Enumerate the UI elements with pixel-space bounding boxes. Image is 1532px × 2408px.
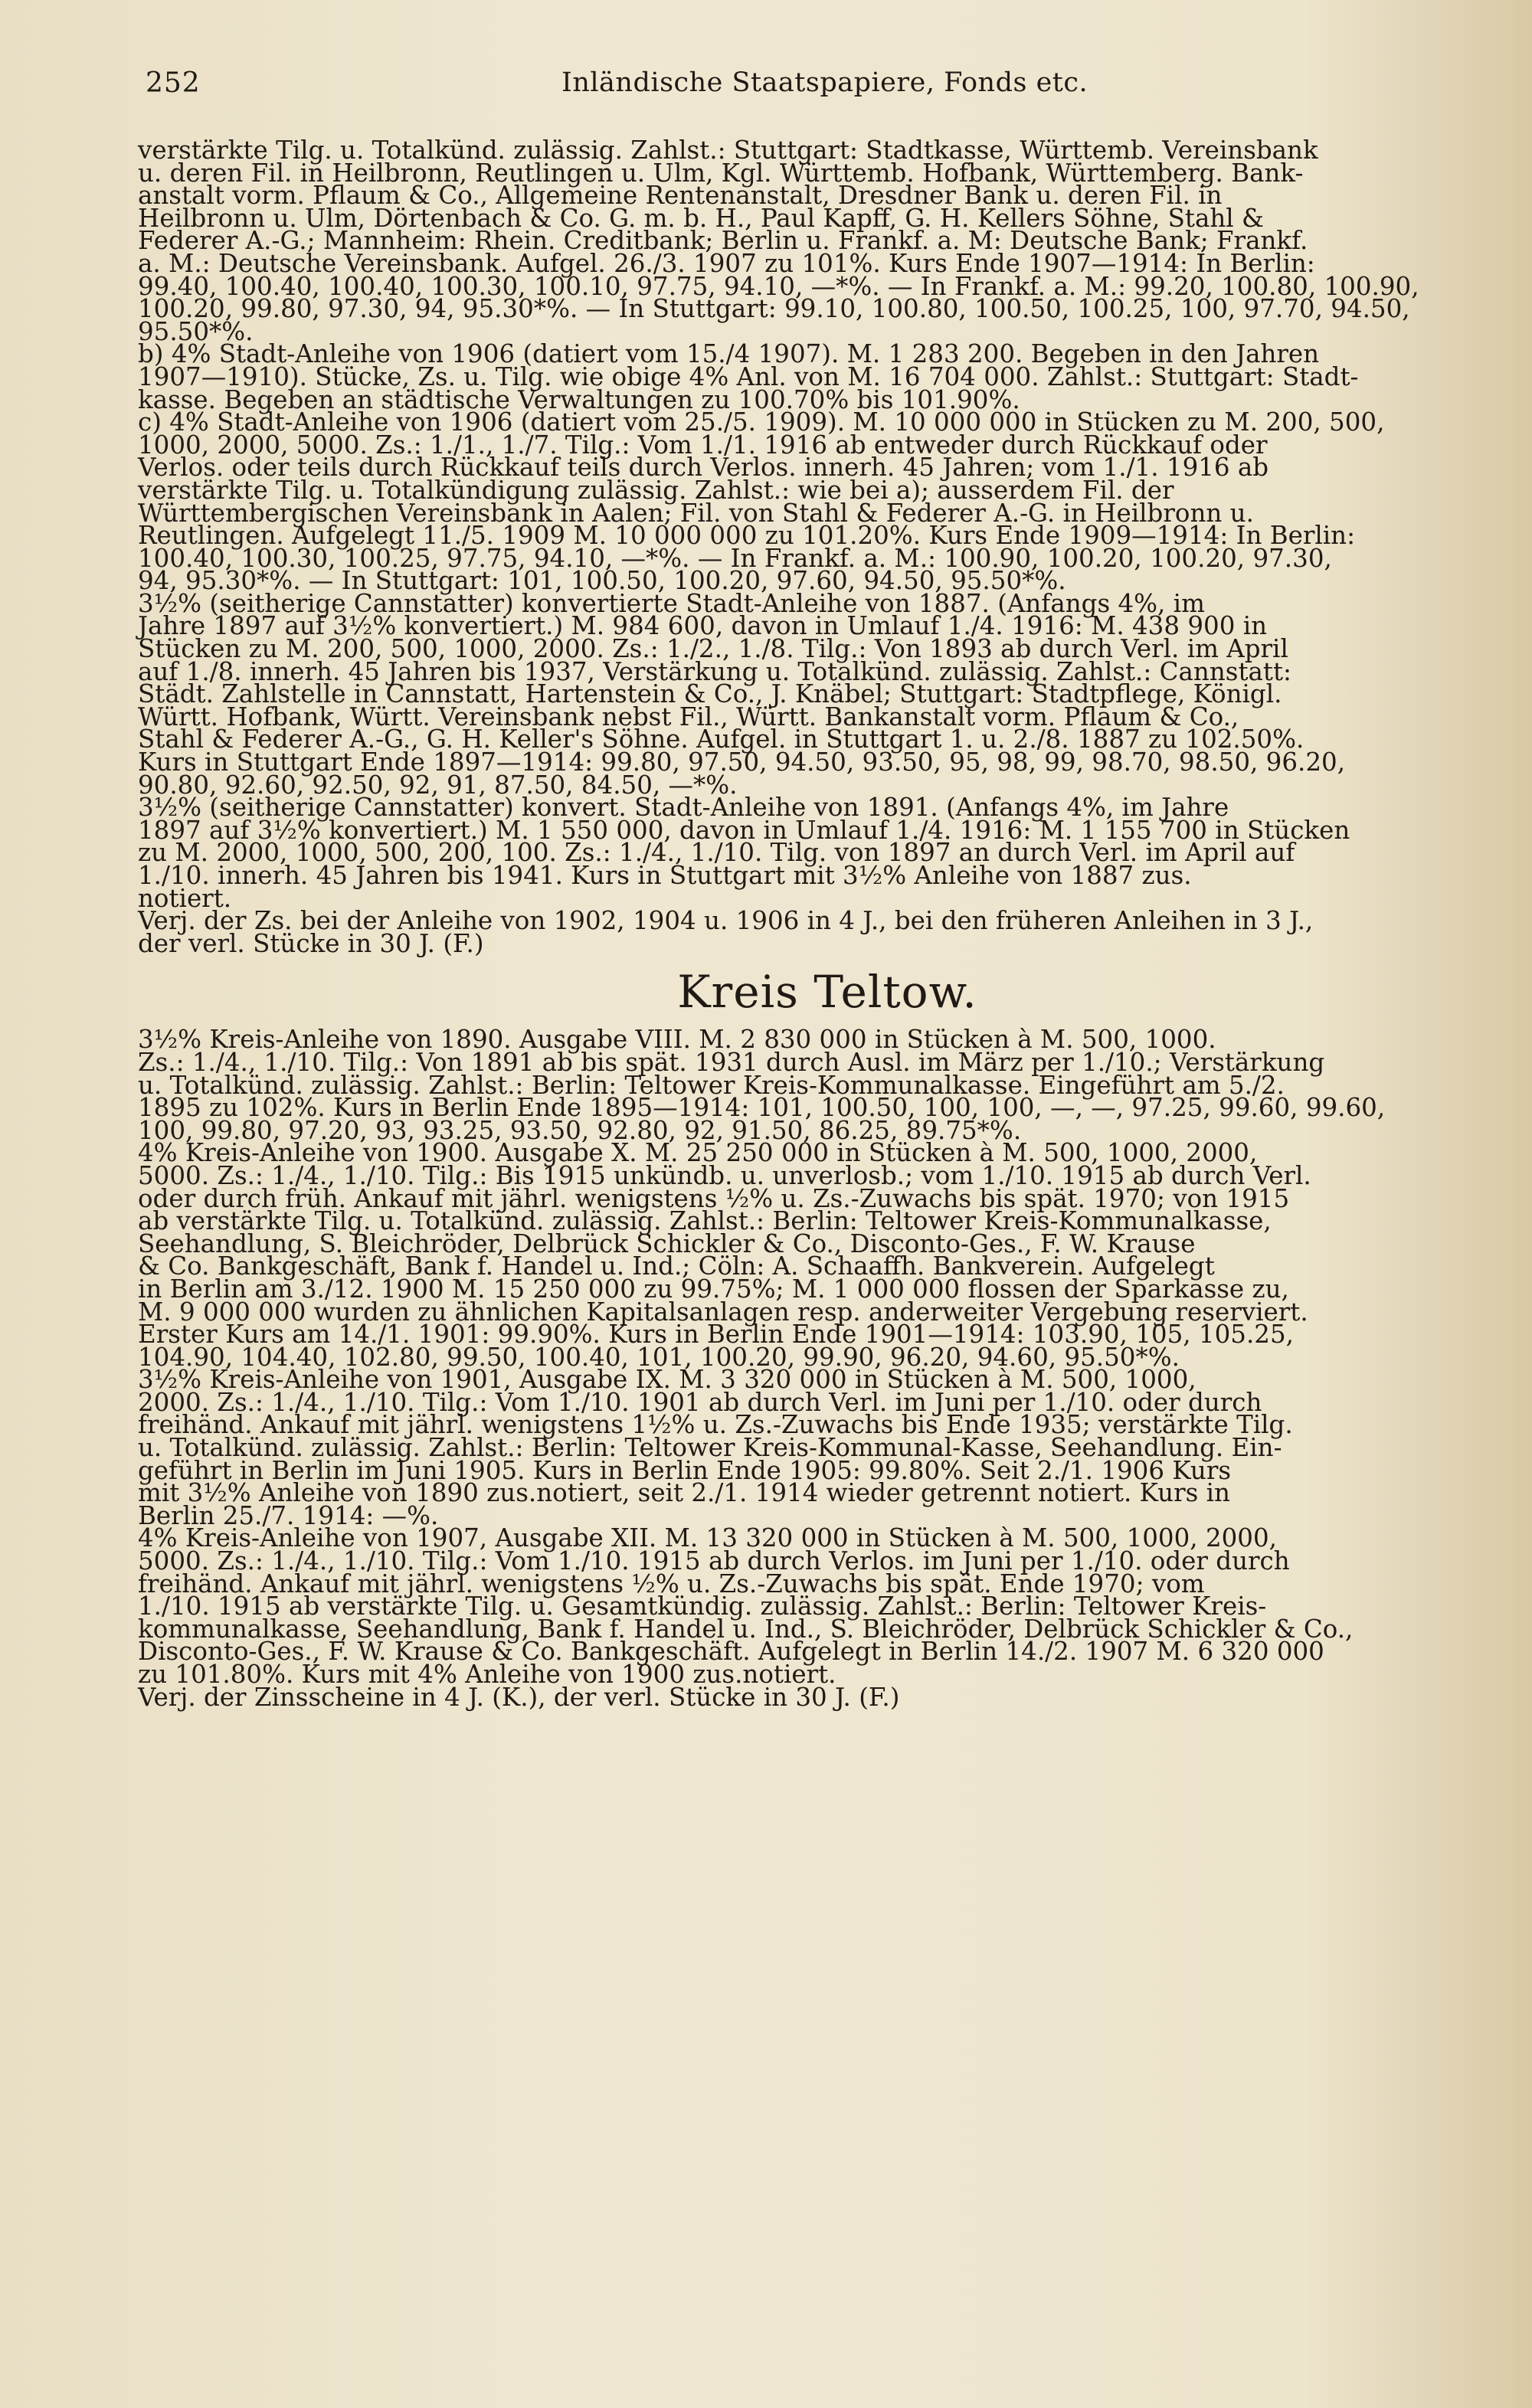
text-line: in Berlin am 3./12. 1900 M. 15 250 000 zu 99.75%; M. 1 000 000 flossen der Sparkasse zu, [138,1274,1289,1304]
text-line: kommunalkasse, Seehandlung, Bank f. Handel u. Ind., S. Bleichröder, Delbrück Schickler & Co., [138,1614,1354,1644]
text-line: & Co. Bankgeschäft, Bank f. Handel u. Ind.; Cöln: A. Schaaffh. Bankverein. Aufgelegt [138,1251,1215,1281]
running-head-title: Inländische Staatspapiere, Fonds etc. [561,67,1088,98]
text-line: mit 3½% Anleihe von 1890 zus.notiert, seit 2./1. 1914 wieder getrennt notiert. Kurs in [138,1478,1230,1508]
text-line: 4% Kreis-Anleihe von 1900. Ausgabe X. M. 25 250 000 in Stücken à M. 500, 1000, 2000, [138,1138,1258,1168]
text-line: notiert. [138,883,232,913]
text-line: b) 4% Stadt-Anleihe von 1906 (datiert vom 15./4 1907). M. 1 283 200. Begeben in den Jahren [138,339,1320,369]
text-line: Verlos. oder teils durch Rückkauf teils durch Verlos. innerh. 45 Jahren; vom 1./1. 1916 ab [138,453,1269,483]
text-line: 2000. Zs.: 1./4., 1./10. Tilg.: Vom 1./10. 1901 ab durch Verl. im Juni per 1./10. oder durch [138,1387,1262,1417]
text-line: 1./10. innerh. 45 Jahren bis 1941. Kurs in Stuttgart mit 3½% Anleihe von 1887 zus. [138,861,1192,890]
text-line: zu 101.80%. Kurs mit 4% Anleihe von 1900 zus.notiert. [138,1660,836,1689]
text-line: verstärkte Tilg. u. Totalkünd. zulässig. Zahlst.: Stuttgart: Stadtkasse, Württemb. Vereinsbank [138,136,1318,165]
running-head [146,67,1486,98]
text-line: Jahre 1897 auf 3½% konvertiert.) M. 984 600, davon in Umlauf 1./4. 1916: M. 438 900 in [138,611,1268,641]
text-line: 1897 auf 3½% konvertiert.) M. 1 550 000, davon in Umlauf 1./4. 1916: M. 1 155 700 in Stücken [138,815,1350,845]
text-line: anstalt vorm. Pflaum & Co., Allgemeine Rentenanstalt, Dresdner Bank u. deren Fil. in [138,181,1223,211]
kreis-teltow-bonds-section [138,1025,1517,1712]
text-line: 90.80, 92.60, 92.50, 92, 91, 87.50, 84.50, —*%. [138,770,738,800]
text-line: geführt in Berlin im Juni 1905. Kurs in Berlin Ende 1905: 99.80%. Seit 2./1. 1906 Kurs [138,1455,1232,1485]
text-line: 100.40, 100.30, 100.25, 97.75, 94.10, —*%. — In Frankf. a. M.: 100.90, 100.20, 100.20, 97.30, [138,543,1332,573]
text-line: 1907—1910). Stücke, Zs. u. Tilg. wie obige 4% Anl. von M. 16 704 000. Zahlst.: Stuttgart: Stadt- [138,362,1359,391]
text-line: 100, 99.80, 97.20, 93, 93.25, 93.50, 92.80, 92, 91.50, 86.25, 89.75*%. [138,1115,1022,1145]
text-line: Verj. der Zs. bei der Anleihe von 1902, 1904 u. 1906 in 4 J., bei den früheren Anleihen in 3 J., [138,906,1314,936]
text-line: freihänd. Ankauf mit jährl. wenigstens ½% u. Zs.-Zuwachs bis spät. Ende 1970; vom [138,1569,1205,1598]
text-line: 95.50*%. [138,316,254,346]
text-line: 99.40, 100.40, 100.40, 100.30, 100.10, 97.75, 94.10, —*%. — In Frankf. a. M.: 99.20, 100.80, 100.90, [138,271,1419,301]
text-line: 3½% Kreis-Anleihe von 1901, Ausgabe IX. M. 3 320 000 in Stücken à M. 500, 1000, [138,1365,1196,1395]
text-line: Seehandlung, S. Bleichröder, Delbrück Schickler & Co., Disconto-Ges., F. W. Krause [138,1229,1196,1258]
text-line: Zs.: 1./4., 1./10. Tilg.: Von 1891 ab bis spät. 1931 durch Ausl. im März per 1./10.; Verstärkung [138,1047,1325,1077]
text-line: c) 4% Stadt-Anleihe von 1906 (datiert vom 25./5. 1909). M. 10 000 000 in Stücken zu M. 200, 500, [138,407,1385,437]
text-line: der verl. Stücke in 30 J. (F.) [138,928,484,958]
text-line: Städt. Zahlstelle in Cannstatt, Hartenstein & Co., J. Knäbel; Stuttgart: Stadtpflege, Königl. [138,679,1282,709]
text-line: verstärkte Tilg. u. Totalkündigung zulässig. Zahlst.: wie bei a); ausserdem Fil. der [138,475,1174,505]
text-line: Federer A.-G.; Mannheim: Rhein. Creditbank; Berlin u. Frankf. a. M: Deutsche Bank; Frankf. [138,226,1308,256]
text-line: 3½% (seitherige Cannstatter) konvertierte Stadt-Anleihe von 1887. (Anfangs 4%, im [138,588,1205,618]
text-line: Württ. Hofbank, Württ. Vereinsbank nebst Fil., Württ. Bankanstalt vorm. Pflaum & Co., [138,702,1239,731]
text-line: Verj. der Zinsscheine in 4 J. (K.), der verl. Stücke in 30 J. (F.) [138,1682,900,1712]
text-line: 1000, 2000, 5000. Zs.: 1./1., 1./7. Tilg.: Vom 1./1. 1916 ab entweder durch Rückkauf oder [138,430,1268,460]
text-line: 1./10. 1915 ab verstärkte Tilg. u. Gesamtkündig. zulässig. Zahlst.: Berlin: Teltower Kreis- [138,1592,1267,1621]
text-line: zu M. 2000, 1000, 500, 200, 100. Zs.: 1./4., 1./10. Tilg. von 1897 an durch Verl. im April auf [138,838,1295,868]
text-line: u. Totalkünd. zulässig. Zahlst.: Berlin: Teltower Kreis-Kommunalkasse. Eingeführt am 5./2. [138,1070,1285,1100]
text-line: 4% Kreis-Anleihe von 1907, Ausgabe XII. M. 13 320 000 in Stücken à M. 500, 1000, 2000, [138,1523,1277,1553]
cannstatt-bonds-section [138,136,1517,958]
text-line: a. M.: Deutsche Vereinsbank. Aufgel. 26./3. 1907 zu 101%. Kurs Ende 1907—1914: In Berlin: [138,248,1315,278]
text-line: 94, 95.30*%. — In Stuttgart: 101, 100.50, 100.20, 97.60, 94.50, 95.50*%. [138,566,1066,596]
text-line: Heilbronn u. Ulm, Dörtenbach & Co. G. m. b. H., Paul Kapff, G. H. Kellers Söhne, Stahl & [138,203,1264,233]
page-body [138,136,1517,1712]
text-line: u. Totalkünd. zulässig. Zahlst.: Berlin: Teltower Kreis-Kommunal-Kasse, Seehandlung. Ein- [138,1433,1282,1463]
page-number: 252 [146,67,201,99]
text-line: 5000. Zs.: 1./4., 1./10. Tilg.: Bis 1915 unkündb. u. unverlosb.; vom 1./10. 1915 ab durch Verl. [138,1160,1311,1190]
text-line: ab verstärkte Tilg. u. Totalkünd. zulässig. Zahlst.: Berlin: Teltower Kreis-Kommunalkasse, [138,1206,1272,1236]
text-line: freihänd. Ankauf mit jährl. wenigstens 1½% u. Zs.-Zuwachs bis Ende 1935; verstärkte Tilg. [138,1410,1293,1440]
text-line: 3½% (seitherige Cannstatter) konvert. Stadt-Anleihe von 1891. (Anfangs 4%, im Jahre [138,793,1229,823]
text-line: M. 9 000 000 wurden zu ähnlichen Kapitalsanlagen resp. anderweiter Vergebung reserviert. [138,1297,1308,1327]
text-line: oder durch früh. Ankauf mit jährl. wenigstens ½% u. Zs.-Zuwachs bis spät. 1970; von 1915 [138,1183,1290,1213]
text-line: 1895 zu 102%. Kurs in Berlin Ende 1895—1914: 101, 100.50, 100, 100, —, —, 97.25, 99.60, 99.60, [138,1093,1386,1123]
section-title-kreis-teltow: Kreis Teltow. [677,966,977,1019]
text-line: Disconto-Ges., F. W. Krause & Co. Bankgeschäft. Aufgelegt in Berlin 14./2. 1907 M. 6 320 000 [138,1637,1324,1667]
text-line: u. deren Fil. in Heilbronn, Reutlingen u. Ulm, Kgl. Württemb. Hofbank, Württemberg. Bank- [138,158,1304,188]
text-line: Stücken zu M. 200, 500, 1000, 2000. Zs.: 1./2., 1./8. Tilg.: Von 1893 ab durch Verl. im April [138,634,1288,664]
text-line: kasse. Begeben an städtische Verwaltungen zu 100.70% bis 101.90%. [138,384,1020,414]
text-line: auf 1./8. innerh. 45 Jahren bis 1937, Verstärkung u. Totalkünd. zulässig. Zahlst.: Cannstatt: [138,656,1291,686]
text-line: 104.90, 104.40, 102.80, 99.50, 100.40, 101, 100.20, 99.90, 96.20, 94.60, 95.50*%. [138,1342,1180,1372]
text-line: 5000. Zs.: 1./4., 1./10. Tilg.: Vom 1./10. 1915 ab durch Verlos. im Juni per 1./10. oder durch [138,1546,1290,1576]
text-line: Erster Kurs am 14./1. 1901: 99.90%. Kurs in Berlin Ende 1901—1914: 103.90, 105, 105.25, [138,1320,1294,1350]
text-line: Kurs in Stuttgart Ende 1897—1914: 99.80, 97.50, 94.50, 93.50, 95, 98, 99, 98.70, 98.50, 96.20, [138,748,1346,777]
text-line: 3½% Kreis-Anleihe von 1890. Ausgabe VIII. M. 2 830 000 in Stücken à M. 500, 1000. [138,1025,1216,1055]
text-line: Reutlingen. Aufgelegt 11./5. 1909 M. 10 000 000 zu 101.20%. Kurs Ende 1909—1914: In Berlin: [138,521,1356,551]
text-line: 100.20, 99.80, 97.30, 94, 95.30*%. — In Stuttgart: 99.10, 100.80, 100.50, 100.25, 100, 97.70, 94.50, [138,294,1410,324]
text-line: Stahl & Federer A.-G., G. H. Keller's Söhne. Aufgel. in Stuttgart 1. u. 2./8. 1887 zu 102.50%. [138,725,1304,754]
text-line: Berlin 25./7. 1914: —%. [138,1500,439,1530]
text-line: Württembergischen Vereinsbank in Aalen; Fil. von Stahl & Federer A.-G. in Heilbronn u. [138,498,1254,528]
